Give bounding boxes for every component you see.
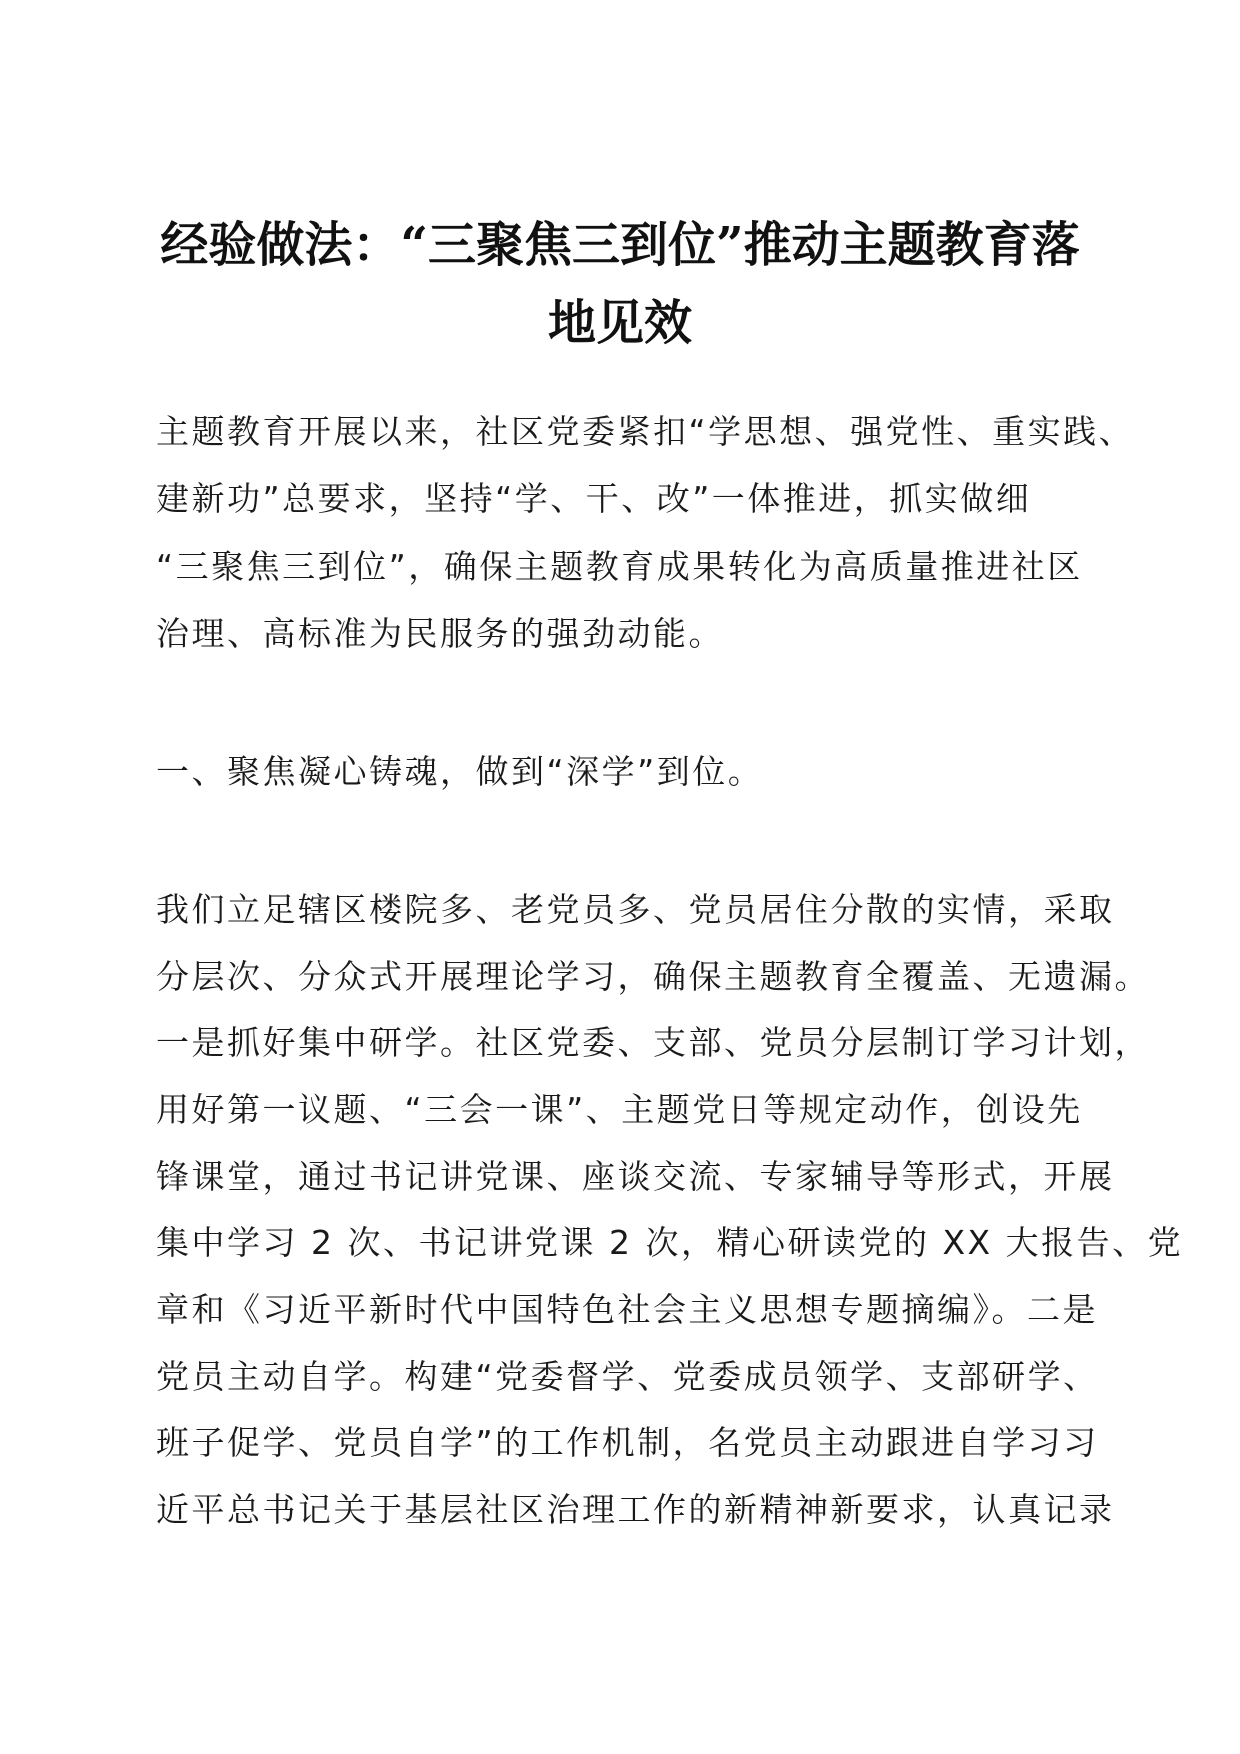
intro-line-3: “三聚焦三到位”，确保主题教育成果转化为高质量推进社区 [156,547,1083,586]
document-title-line-2: 地见效 [547,295,692,351]
section-line-9: 班子促学、党员自学”的工作机制，名党员主动跟进自学习习 [156,1423,1099,1462]
section-line-8: 党员主动自学。构建“党委督学、党委成员领学、支部研学、 [156,1357,1099,1396]
section-line-7: 章和《习近平新时代中国特色社会主义思想专题摘编》。二是 [156,1290,1098,1329]
section-line-5: 锋课堂，通过书记讲党课、座谈交流、专家辅导等形式，开展 [156,1157,1115,1196]
intro-line-4: 治理、高标准为民服务的强劲动能。 [156,614,724,653]
intro-line-1: 主题教育开展以来，社区党委紧扣“学思想、强党性、重实践、 [156,412,1135,451]
document-title-line-1: 经验做法：“三聚焦三到位”推动主题教育落 [160,217,1080,273]
section-line-10: 近平总书记关于基层社区治理工作的新精神新要求，认真记录 [156,1490,1115,1529]
section-line-4: 用好第一议题、“三会一课”、主题党日等规定动作，创设先 [156,1090,1083,1129]
intro-line-2: 建新功”总要求，坚持“学、干、改”一体推进，抓实做细 [156,479,1032,518]
section-line-2: 分层次、分众式开展理论学习，确保主题教育全覆盖、无遗漏。 [156,957,1150,996]
section-line-6: 集中学习 2 次、书记讲党课 2 次，精心研读党的 XX 大报告、党 [156,1223,1184,1262]
section-heading: 一、聚焦凝心铸魂，做到“深学”到位。 [156,752,764,791]
section-line-3: 一是抓好集中研学。社区党委、支部、党员分层制订学习计划， [156,1023,1150,1062]
section-line-1: 我们立足辖区楼院多、老党员多、党员居住分散的实情，采取 [156,890,1115,929]
